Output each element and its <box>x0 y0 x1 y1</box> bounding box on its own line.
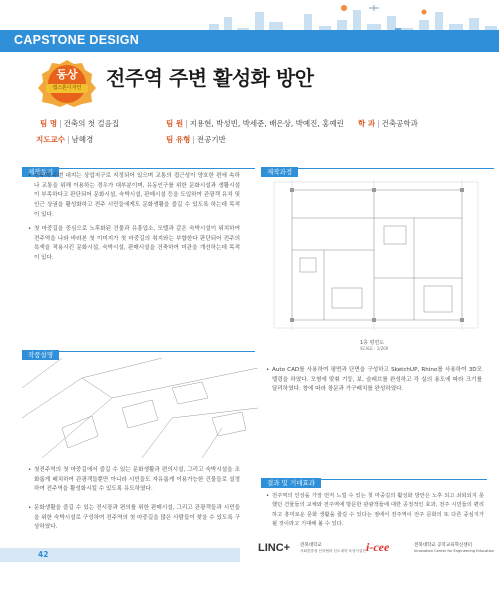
section-results-header <box>261 470 487 487</box>
page-title: 전주역 주변 활성화 방안 <box>106 66 314 90</box>
site-plan-drawing <box>22 358 258 458</box>
award-medal <box>34 58 100 108</box>
floor-plan-drawing <box>264 178 488 353</box>
plan-scale-title: 1층 평면도 <box>360 340 385 346</box>
process-bullet-1: • Auto CAD를 사용하여 평면과 단면을 구성하고 SketchUP, Rhino를 사용하여 3D모델링을 하였다. 모형에 맞춰 기둥, 보, 슬래브를 완성하고 각 실의 용도에 따라 크기를 달리하였다. 창에 따라 창문과 가구배치를 완성하였다. <box>272 366 482 395</box>
medal-sub: 캡스톤디자인 <box>46 84 88 93</box>
icee-sub-1: 전북대학교 공학교육혁신센터 <box>414 543 472 548</box>
section-description-title: 작품설명 <box>22 350 59 360</box>
header-title: CAPSTONE DESIGN <box>14 33 140 47</box>
advisor-label: 지도교수 <box>36 135 65 144</box>
header-band <box>0 0 499 52</box>
section-motivation-header <box>22 159 255 176</box>
advisor-info: 지도교수 | 남혜경 <box>36 135 94 144</box>
linc-logo: LINC+ <box>258 542 291 554</box>
linc-sub-2: 사회맞춤형 산학협력 선도대학 육성사업단 <box>300 549 366 553</box>
members-label: 팀 원 <box>166 119 184 128</box>
motivation-bullet-1: • 전주역 주변 대지는 상업지구로 지정되어 있으며 교통의 접근성이 양호한 편에 속하나 교통을 위해 이용하는 경우가 대부분이며, 유동인구를 위한 문화시설과 생활시설이 부족하다고 판단되어 문화시설, 숙박시설, 판매시설 등을 도입하여 관광객 유치 및 인근 상권을 활성화하고 전주 시민들에게도 문화생활을 즐길 수 있도록 하는데 목적이 있다. <box>34 172 240 221</box>
section-process-header <box>261 159 494 176</box>
type-label: 팀 유형 <box>166 135 191 144</box>
dept-info: 학 과 | 건축공학과 <box>358 119 418 128</box>
icee-logo: i-cee <box>366 540 390 554</box>
team-label: 팀 명 <box>40 119 58 128</box>
section-process-title: 제작과정 <box>261 167 298 177</box>
motivation-bullet-2: • 첫 마중길을 중심으로 노후화된 건물과 유흥업소, 모텔과 같은 숙박시설이 위치하여 전주역을 나와 바라본 첫 이미지가 첫 마중길의 취지와는 부합한다 판단되어 전주의 특색을 적용시킨 문화시설, 숙박시설, 판매시설을 건축하여 미관을 개선하는데 목적이 있다. <box>34 225 240 264</box>
team-value: 건축의 첫 걸음집 <box>63 119 120 128</box>
section-motivation-title: 제작동기 <box>22 167 59 177</box>
description-bullet-1: • 첫전주역의 첫 마중길에서 즐길 수 있는 문화생활과 편의시설, 그리고 숙박시설을 조화롭게 배치하여 관광객들뿐만 아니라 시민들도 자유롭게 이용가능한 건물들로 설정하여 전주역을 활성화시킬 수 있도록 유도하였다. <box>34 466 240 495</box>
section-results-title: 결과 및 기대효과 <box>261 478 321 488</box>
dept-value: 건축공학과 <box>381 119 418 128</box>
medal-label: 동상 <box>56 68 78 81</box>
dept-label: 학 과 <box>358 119 376 128</box>
icee-sub-2: Innovation Center for Engineering Education <box>414 549 495 553</box>
advisor-value: 남혜경 <box>71 135 94 144</box>
page-number-bar <box>0 548 240 562</box>
section-description-header <box>22 342 255 359</box>
description-bullet-2: • 문화생활을 즐길 수 있는 전시장과 편의를 위한 판매시설, 그리고 관광객들과 시민들을 위한 숙박시설로 구성하여 전주역의 첫 마중길을 많은 사람들이 찾을 수 있도록 구상하였다. <box>34 504 240 533</box>
linc-sub-1: 전북대학교 <box>300 543 322 548</box>
plan-scale-sub: SCALE : 1/200 <box>360 346 389 351</box>
members-info: 팀 원 | 지용현, 박성빈, 박세준, 배은상, 박예진, 홍예린 <box>166 119 344 128</box>
team-info: 팀 명 | 건축의 첫 걸음집 <box>40 119 120 128</box>
type-info: 팀 유형 | 전공기반 <box>166 135 226 144</box>
type-value: 전공기반 <box>196 135 226 144</box>
results-bullet-1: • 전주역의 인상을 가장 먼저 느낄 수 있는 첫 마중길의 활성화 방안은 노후 되고 쇠퇴되지 못했던 건물들의 교체와 전주역에 방문한 관광객들에 대한 공정적인 효과, 전주 시민들의 편리하고 흥미로운 문화 생활을 즐길 수 있다는 점에서 전주역이 전주 문화의 또 다른 중심지가 될 것이라고 기대해 볼 수 있다. <box>272 492 484 530</box>
page-number: 42 <box>38 550 49 559</box>
members-value: 지용현, 박성빈, 박세준, 배은상, 박예진, 홍예린 <box>189 119 344 128</box>
